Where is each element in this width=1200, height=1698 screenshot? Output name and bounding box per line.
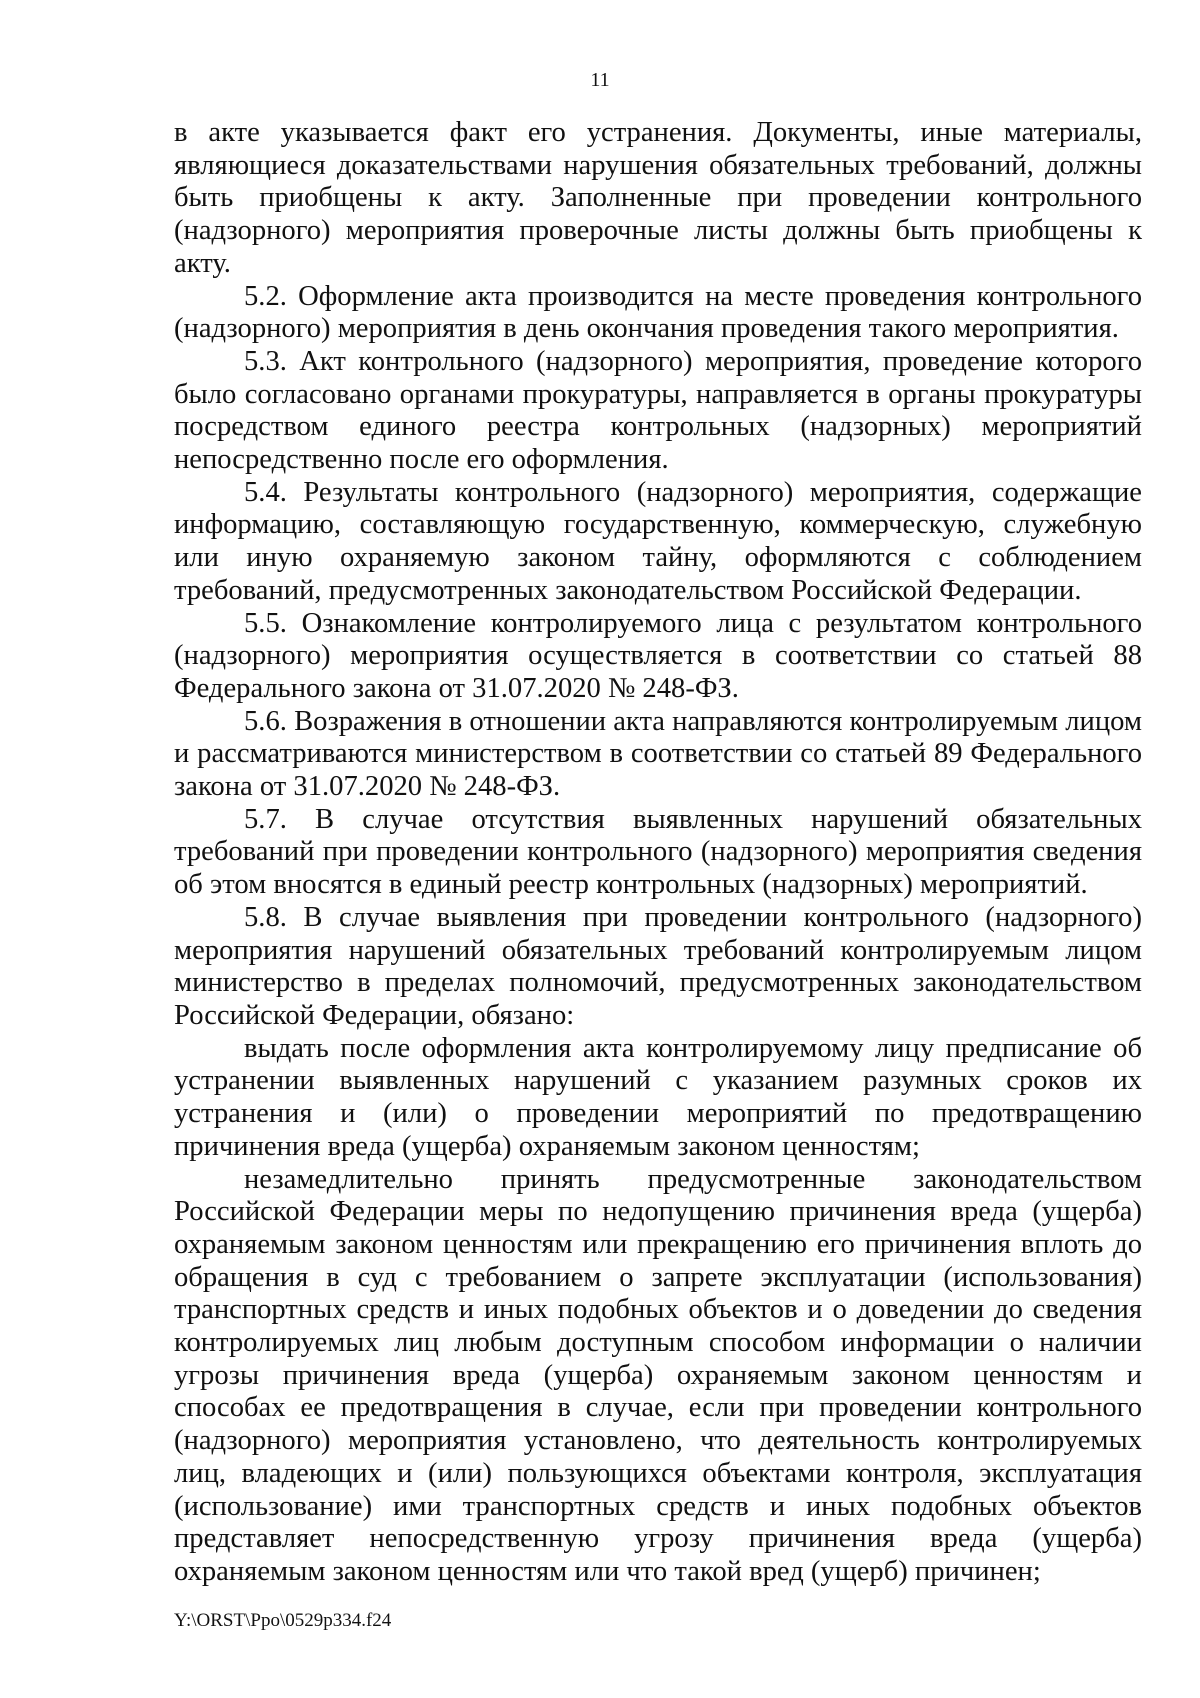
list-item-take-measures: незамедлительно принять предусмотренные законодательством Российской Федерации меры по недопущению причинения вреда (ущерба) охраняемым законом ценностям или прекращению его причинения вплоть до обращения в суд с требованием о запрете эксплуатации (использования) транспортных средств и иных подобных объектов и о доведении до сведения контролируемых лиц любым доступным способом информации о наличии угрозы причинения вреда (ущерба) охраняемым законом ценностям и способах ее предотвращения в случае, если при проведении контрольного (надзорного) мероприятия установлено, что деятельность контролируемых лиц, владеющих и (или) пользующихся объектами контроля, эксплуатация (использование) ими транспортных средств и иных подобных объектов представляет непосредственную угрозу причинения вреда (ущерба) охраняемым законом ценностям или что такой вред (ущерб) причинен; <box>174 1163 1142 1587</box>
list-item-issue-order: выдать после оформления акта контролируемому лицу предписание об устранении выявленных нарушений с указанием разумных сроков их устранения и (или) о проведении мероприятий по предотвращению причинения вреда (ущерба) охраняемым законом ценностям; <box>174 1032 1142 1162</box>
document-body <box>174 117 1142 1589</box>
paragraph-5-3: 5.3. Акт контрольного (надзорного) мероприятия, проведение которого было согласовано органами прокуратуры, направляется в органы прокуратуры посредством единого реестра контрольных (надзорных) мероприятий непосредственно после его оформления. <box>174 345 1142 476</box>
paragraph-5-2: 5.2. Оформление акта производится на месте проведения контрольного (надзорного) мероприятия в день окончания проведения такого мероприятия. <box>174 280 1142 345</box>
paragraph-5-5: 5.5. Ознакомление контролируемого лица с результатом контрольного (надзорного) мероприятия осуществляется в соответствии со статьей 88 Федерального закона от 31.07.2020 № 248-ФЗ. <box>174 607 1142 704</box>
footer-file-path: Y:\ORST\Ppo\0529p334.f24 <box>174 1610 392 1631</box>
paragraph-continuation: в акте указывается факт его устранения. Документы, иные материалы, являющиеся доказательствами нарушения обязательных требований, должны быть приобщены к акту. Заполненные при проведении контрольного (надзорного) мероприятия проверочные листы должны быть приобщены к акту. <box>174 117 1142 279</box>
paragraph-5-4: 5.4. Результаты контрольного (надзорного) мероприятия, содержащие информацию, составляющую государственную, коммерческую, служебную или иную охраняемую законом тайну, оформляются с соблюдением требований, предусмотренных законодательством Российской Федерации. <box>174 476 1142 606</box>
paragraph-5-6: 5.6. Возражения в отношении акта направляются контролируемым лицом и рассматриваются министерством в соответствии со статьей 89 Федерального закона от 31.07.2020 № 248-ФЗ. <box>174 705 1142 803</box>
paragraph-5-8: 5.8. В случае выявления при проведении контрольного (надзорного) мероприятия нарушений обязательных требований контролируемым лицом министерство в пределах полномочий, предусмотренных законодательством Российской Федерации, обязано: <box>174 901 1142 1031</box>
paragraph-5-7: 5.7. В случае отсутствия выявленных нарушений обязательных требований при проведении контрольного (надзорного) мероприятия сведения об этом вносятся в единый реестр контрольных (надзорных) мероприятий. <box>174 803 1142 901</box>
page-number: 11 <box>590 69 610 91</box>
